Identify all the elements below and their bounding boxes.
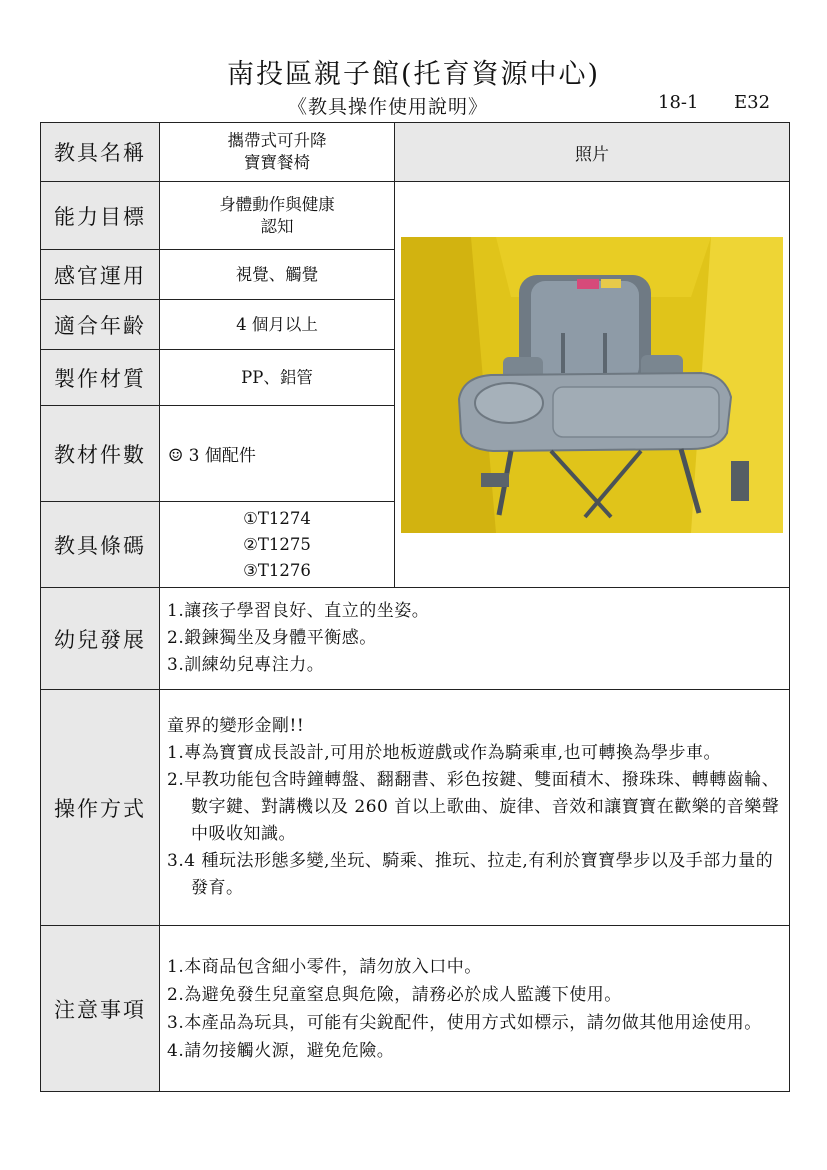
- name-value: [160, 123, 395, 182]
- parts-count: 3 個配件: [188, 446, 256, 466]
- notes-item-2: 2.為避免發生兒童窒息與危險，請務必於成人監護下使用。: [167, 984, 622, 1005]
- smiley-icon: ☺: [168, 446, 184, 466]
- age-value: 4 個月以上: [160, 300, 395, 350]
- development-item-2: 2.鍛鍊獨坐及身體平衡感。: [167, 628, 377, 648]
- development-content: [160, 588, 790, 690]
- notes-content: [160, 926, 790, 1092]
- notes-item-3: 3.本產品為玩具，可能有尖銳配件，使用方式如標示，請勿做其他用途使用。: [167, 1012, 762, 1033]
- product-photo: [401, 237, 783, 533]
- photo-header: 照片: [395, 123, 790, 182]
- doc-number: 18-1: [658, 92, 699, 113]
- doc-code: E32: [734, 92, 771, 113]
- operation-item-3: 3.4 種玩法形態多變,坐玩、騎乘、推玩、拉走,有利於寶寶學步以及手部力量的發育。: [167, 851, 774, 898]
- page-title: 南投區親子館(托育資源中心): [226, 59, 601, 90]
- sense-value: 視覺、觸覺: [160, 250, 395, 300]
- parts-value: [160, 406, 395, 502]
- page-subtitle: 《教具操作使用說明》: [288, 96, 489, 118]
- operation-content: [160, 690, 790, 926]
- material-label: 製作材質: [41, 350, 160, 406]
- operation-item-2: 2.早教功能包含時鐘轉盤、翻翻書、彩色按鍵、雙面積木、撥珠珠、轉轉齒輪、數字鍵、對講機以及 260 首以上歌曲、旋律、音效和讓寶寶在歡樂的音樂聲中吸收知識。: [167, 770, 780, 844]
- info-table: [40, 122, 790, 1092]
- barcode-3: ③T1276: [243, 560, 311, 580]
- name-line-2: 寶寶餐椅: [244, 153, 310, 172]
- name-line-1: 攜帶式可升降: [227, 131, 327, 150]
- operation-label: 操作方式: [41, 690, 160, 926]
- goal-line-2: 認知: [260, 216, 294, 236]
- parts-label: 教材件數: [41, 406, 160, 502]
- barcode-value: [160, 502, 395, 588]
- goal-label: 能力目標: [41, 182, 160, 250]
- notes-item-1: 1.本商品包含細小零件，請勿放入口中。: [167, 956, 482, 977]
- barcode-label: 教具條碼: [41, 502, 160, 588]
- development-item-1: 1.讓孩子學習良好、直立的坐姿。: [167, 601, 430, 621]
- goal-value: [160, 182, 395, 250]
- name-label: 教具名稱: [41, 123, 160, 182]
- notes-label: 注意事項: [41, 926, 160, 1092]
- age-label: 適合年齡: [41, 300, 160, 350]
- photo-cell: [395, 182, 790, 588]
- barcode-2: ②T1275: [243, 534, 311, 554]
- notes-item-4: 4.請勿接觸火源，避免危險。: [167, 1040, 395, 1061]
- goal-line-1: 身體動作與健康: [219, 194, 335, 214]
- material-value: PP、鋁管: [160, 350, 395, 406]
- development-label: 幼兒發展: [41, 588, 160, 690]
- barcode-1: ①T1274: [243, 508, 311, 528]
- development-item-3: 3.訓練幼兒專注力。: [167, 655, 325, 675]
- operation-intro: 童界的變形金剛!!: [167, 716, 305, 736]
- operation-item-1: 1.專為寶寶成長設計,可用於地板遊戲或作為騎乘車,也可轉換為學步車。: [167, 743, 722, 763]
- sense-label: 感官運用: [41, 250, 160, 300]
